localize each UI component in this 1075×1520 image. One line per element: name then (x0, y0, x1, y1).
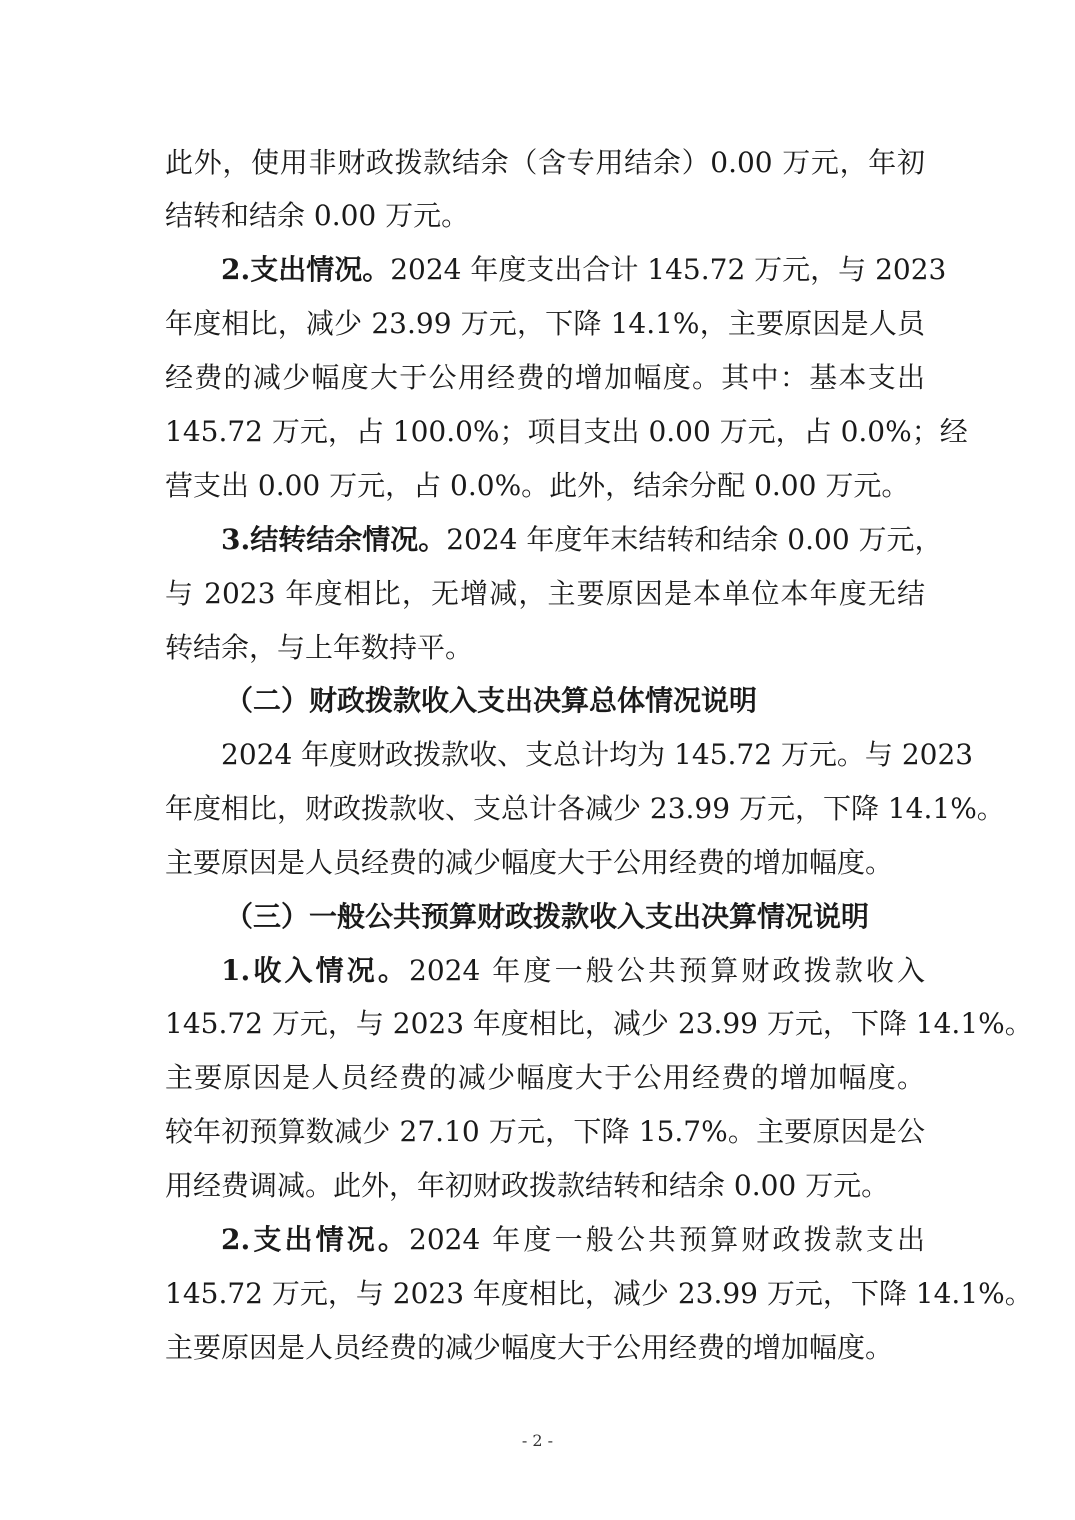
section-paragraph-start: 1.收入情况。2024 年度一般公共预算财政拨款收入 (221, 954, 925, 987)
section-heading: （三）一般公共预算财政拨款收入支出决算情况说明 (225, 900, 870, 933)
body-line: 2024 年度财政拨款收、支总计均为 145.72 万元。与 2023 (221, 738, 974, 771)
body-line: 145.72 万元，占 100.0%；项目支出 0.00 万元，占 0.0%；经 (165, 415, 968, 448)
section-paragraph-start: 2.支出情况。2024 年度一般公共预算财政拨款支出 (221, 1223, 925, 1256)
page-number: - 2 - (521, 1431, 554, 1450)
body-line: 营支出 0.00 万元，占 0.0%。此外，结余分配 0.00 万元。 (165, 469, 910, 502)
body-line: 经费的减少幅度大于公用经费的增加幅度。其中：基本支出 (165, 361, 925, 394)
body-line: 用经费调减。此外，年初财政拨款结转和结余 0.00 万元。 (165, 1169, 890, 1202)
section-paragraph-start: 2.支出情况。2024 年度支出合计 145.72 万元，与 2023 (221, 253, 947, 286)
body-line: 年度相比，财政拨款收、支总计各减少 23.99 万元，下降 14.1%。 (165, 792, 1005, 825)
body-line: 145.72 万元，与 2023 年度相比，减少 23.99 万元，下降 14.1%。 (165, 1277, 1033, 1310)
body-line: 主要原因是人员经费的减少幅度大于公用经费的增加幅度。 (165, 846, 894, 879)
body-line: 与 2023 年度相比，无增减，主要原因是本单位本年度无结 (165, 577, 925, 610)
section-paragraph-start: 3.结转结余情况。2024 年度年末结转和结余 0.00 万元， (221, 523, 943, 556)
item-heading: 3.结转结余情况。 (221, 523, 447, 556)
item-heading: 2.支出情况。 (221, 253, 391, 286)
body-line: 主要原因是人员经费的减少幅度大于公用经费的增加幅度。 (165, 1331, 894, 1364)
body-line: 此外，使用非财政拨款结余（含专用结余）0.00 万元，年初 (165, 146, 925, 179)
item-heading: 1.收入情况。 (221, 954, 410, 987)
body-line: 主要原因是人员经费的减少幅度大于公用经费的增加幅度。 (165, 1061, 925, 1094)
body-line: 较年初预算数减少 27.10 万元，下降 15.7%。主要原因是公 (165, 1115, 925, 1148)
body-line: 结转和结余 0.00 万元。 (165, 199, 470, 232)
body-line: 转结余，与上年数持平。 (165, 631, 474, 664)
item-heading: 2.支出情况。 (221, 1223, 410, 1256)
section-heading: （二）财政拨款收入支出决算总体情况说明 (225, 684, 758, 717)
body-line: 年度相比，减少 23.99 万元，下降 14.1%，主要原因是人员 (165, 307, 925, 340)
body-line: 145.72 万元，与 2023 年度相比，减少 23.99 万元，下降 14.1%。 (165, 1007, 1033, 1040)
